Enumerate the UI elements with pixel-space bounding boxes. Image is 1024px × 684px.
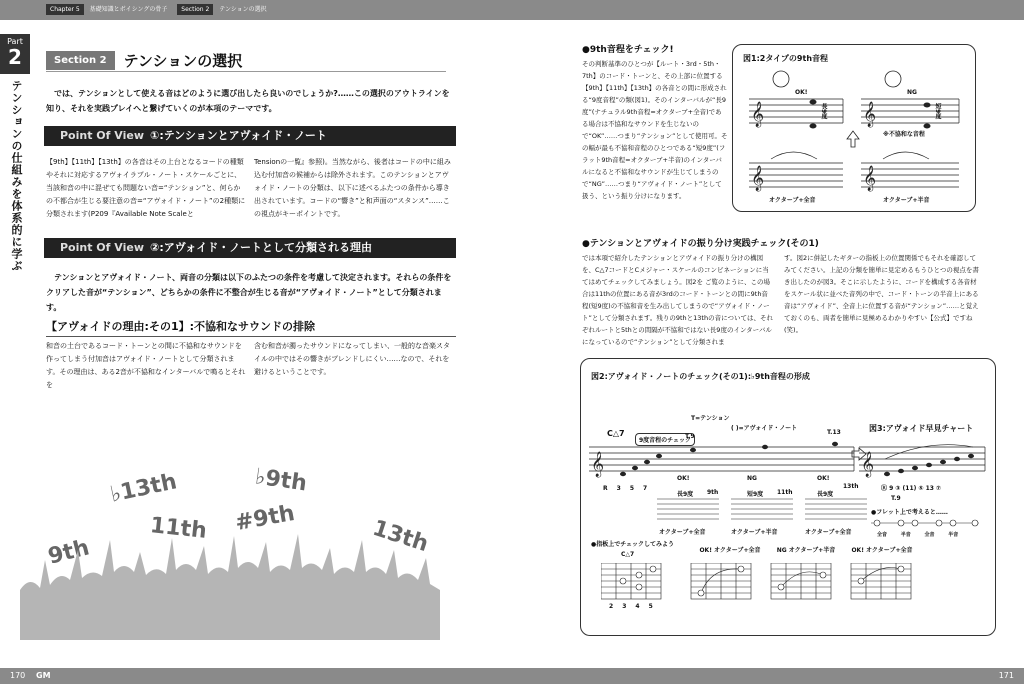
- word-9th: 9th: [45, 535, 92, 570]
- fig2-num-9th: 9th: [707, 489, 719, 496]
- pov2-tag: Point Of View: [60, 241, 144, 254]
- pov2-paragraph: テンションとアヴォイド・ノート、両音の分類は以下のふたつの条件を考慮して決定されます。それらの条件をクリアした音が“テンション”、どちらかの条件に不整合が生じる音が“アヴォイド・ノート”として分類されます。: [46, 273, 452, 312]
- fig2-interval-3: 長9度: [817, 491, 834, 498]
- reason-col2: 含む和音が濁ったサウンドになってしまい、一般的な音楽スタイルの中ではその響きがブレンドしにくい……なので、それを避けるということです。: [254, 342, 450, 376]
- svg-text:𝄞: 𝄞: [861, 452, 875, 477]
- heading-practice-check: ●テンションとアヴォイドの振り分け実践チェック(その1): [582, 239, 819, 249]
- fretboard-label-3: OK! オクターブ+全音: [851, 547, 913, 554]
- fig2-title: 図2:アヴォイド・ノートのチェック(その1):♭9th音程の形成: [591, 372, 810, 381]
- fret-numbers: [609, 603, 662, 610]
- part-label: Part: [7, 37, 23, 46]
- side-title: テンションの仕組みを体系的に学ぶ: [10, 80, 23, 272]
- fig2-interval-1: 長9度: [677, 491, 694, 498]
- fig2-sub-staves: [657, 495, 871, 523]
- fig2-num-13th: 13th: [843, 483, 859, 490]
- figure-1: [732, 44, 976, 212]
- fig1-ng-interval: 短9度: [934, 103, 941, 120]
- chapter-title: 基礎知識とボイシングの骨子: [89, 6, 168, 13]
- fig2-caption-1: オクターブ+全音: [659, 529, 706, 536]
- fig3-note: ●フレット上で考えると……: [871, 509, 948, 516]
- figure-2: [580, 358, 996, 636]
- step-2: 半音: [900, 532, 911, 538]
- fig1-ng-label: NG: [907, 89, 917, 96]
- section-heading: [46, 50, 446, 72]
- svg-text:𝄞: 𝄞: [751, 166, 765, 191]
- word-flat13: ♭13th: [108, 469, 180, 508]
- fig3-degrees: Ⓡ 9 ③ (11) ⑤ 13 ⑦: [881, 485, 942, 492]
- fig2-interval-2: 短9度: [747, 491, 764, 498]
- paragraph-9th-check: その判断基準のひとつが【ルート・3rd・5th・7th】のコード・トーンと、その上部に位置する【9th】【11th】【13th】の各音との間に形成される“9度音程”の類(図1)。そのインターバルが“長9度”(ナチュラル9th音程=オクターブ+全音)である場合は不協和なサウンドを生じないので“OK”……つまり“テンション”として使用可。その幅が最も不協和音程のひとつである“短9度”(フラット9th音程=オクターブ+半音)のインターバルになると不協和なサウンドが生じてしまうので“NG”……つまり“アヴォイド・ノート”として扱う、という振り分けになります。: [582, 60, 728, 200]
- pov1-col2: Tensionの一覧』参照)。当然ながら、後者はコードの中に組み込む付加音の候補からは除外されます。このテンションとアヴォイド・ノートの分類は、以下に述べるふたつの条件から導き出されています。コードの“響き”と和声面の“スタンス”……この視点がキーポイントです。: [254, 158, 451, 218]
- fretboard-label-2: NG オクターブ+半音: [776, 547, 836, 554]
- fig2-ng: NG: [747, 475, 757, 482]
- practice-col1: では本項で紹介したテンションとアヴォイドの振り分けの構図を、C△7コードとCメジャー・スケールのコンビネーションに当てはめてチェックしてみましょう。図2を ご覧のように、この場合は11thの位置にある音が3rdのコード・トーンとの間に9th音程(短9度)の不協和音を生み出してしまうので“アヴォイド・ノート”として分類されます。残りの9thと13thの音については、それぞれルートと5thとの間隔が不協和ではない長9度のインターバルになっているので“テンション”として分類されま: [582, 254, 773, 346]
- section-heading-chip: Section 2: [46, 51, 115, 70]
- fig2-num-11th: 11th: [777, 489, 793, 496]
- fig2-ok2: OK!: [817, 475, 830, 482]
- tone-3: 3: [616, 485, 630, 492]
- svg-text:𝄞: 𝄞: [863, 166, 877, 191]
- footer-bar-right: [512, 668, 1024, 684]
- fig3-staff: [859, 439, 989, 479]
- svg-text:𝄞: 𝄞: [591, 452, 605, 477]
- word-13th: 13th: [369, 515, 432, 558]
- lead-paragraph: では、テンションとして使える音はどのように選び出したら良いのでしょうか?……この選択のアウトラインを知り、それを実践プレイへと繋げていくのが本項のテーマです。: [46, 89, 450, 113]
- brand-logo: GM: [36, 671, 51, 680]
- reason-col1: 和音の土台であるコード・トーンとの間に不協和なサウンドを作ってしまう付加音はアヴォイド・ノートとして分類されます。その理由は、ある2音が不協和なインターバルで鳴るとそれを: [46, 342, 246, 389]
- fig2-tones: [603, 485, 656, 492]
- right-page: [512, 0, 1024, 684]
- fig1-ng-note: ※不協和な音程: [883, 131, 925, 138]
- fig1-title: 図1:2タイプの9th音程: [743, 54, 829, 63]
- pov2-title: ②:アヴォイド・ノートとして分類される理由: [150, 241, 372, 254]
- fig2-t13: T.13: [827, 429, 841, 436]
- part-number: 2: [8, 45, 22, 69]
- fig1-ok-interval: 長9度: [820, 103, 827, 120]
- svg-text:𝄞: 𝄞: [751, 102, 765, 127]
- practice-col2: す。図2に併記したギターの指板上の位置関係でもそれを確認してみてください。上記の分類を簡単に見定めるもうひとつの視点を書き出したのが図3。そこに示したように、コードを構成する各音材をスケール状に並べた音列の中で、コード・トーンの半音上にある音は“アヴォイド”、全音上に位置する音が“テンション”……と覚えておくのも、両者を簡単に見極めるわかりやすい【公式】ですね(笑)。: [784, 254, 979, 334]
- step-4: 半音: [948, 532, 959, 538]
- reason-heading: 【アヴォイドの理由:その1】:不協和なサウンドの排除: [46, 318, 456, 337]
- fig3-steps: [877, 531, 958, 538]
- step-3: 全音: [924, 532, 935, 538]
- arrow-icon: [851, 447, 867, 461]
- part-tab: [0, 34, 30, 74]
- fret-4: 4: [635, 603, 649, 610]
- pov2-heading: [44, 238, 456, 258]
- fretboard-chord: C△7: [621, 551, 635, 558]
- tone-r: R: [603, 485, 617, 492]
- fig1-ng-caption: オクターブ+半音: [883, 197, 930, 204]
- fig3-fretline: [871, 517, 981, 529]
- heading-9th-check: ●9th音程をチェック!: [582, 45, 674, 55]
- step-1: 全音: [877, 532, 888, 538]
- fret-2: 2: [609, 603, 623, 610]
- footer-bar: [0, 668, 512, 684]
- page-number-left: 170: [10, 671, 26, 680]
- section-chip: Section 2: [177, 4, 213, 15]
- fig2-bubble: 9度音程のチェック: [635, 433, 695, 446]
- word-flat9: ♭9th: [253, 464, 309, 497]
- crowd-silhouette: [20, 480, 440, 640]
- svg-text:𝄞: 𝄞: [863, 102, 877, 127]
- fig3-t9: T.9: [891, 495, 901, 502]
- fret-3: 3: [622, 603, 636, 610]
- page-number-right: 171: [998, 671, 1014, 680]
- breadcrumb: [46, 4, 267, 15]
- pov1-title: ①:テンションとアヴォイド・ノート: [150, 129, 327, 142]
- fig1-ok-caption: オクターブ+全音: [769, 197, 816, 204]
- fig2-legend-a: ( )=アヴォイド・ノート: [731, 425, 798, 432]
- header-bar-right: [512, 0, 1024, 20]
- header-bar: [0, 0, 512, 20]
- section-title: テンションの選択: [219, 6, 267, 13]
- fig3-title: 図3:アヴォイド早見チャート: [869, 424, 974, 433]
- fig2-caption-3: オクターブ+全音: [805, 529, 852, 536]
- fretboard-label-1: OK! オクターブ+全音: [699, 547, 761, 554]
- fig2-t9: T.9: [685, 433, 695, 440]
- word-sharp9: #9th: [233, 500, 297, 537]
- tone-7: 7: [643, 485, 657, 492]
- fret-5: 5: [648, 603, 662, 610]
- fig2-legend-t: T=テンション: [691, 415, 730, 422]
- fig1-ok-label: OK!: [795, 89, 808, 96]
- fig2-chord: C△7: [607, 429, 625, 438]
- tone-5: 5: [629, 485, 643, 492]
- pov1-tag: Point Of View: [60, 129, 144, 142]
- section-heading-title: テンションの選択: [123, 52, 243, 70]
- word-11th: 11th: [148, 513, 208, 544]
- fig2-ok1: OK!: [677, 475, 690, 482]
- fretboard-title: ●指板上でチェックしてみよう: [591, 541, 675, 548]
- pov1-heading: [44, 126, 456, 146]
- chapter-chip: Chapter 5: [46, 4, 84, 15]
- fig2-caption-2: オクターブ+半音: [731, 529, 778, 536]
- pov1-col1: 【9th】【11th】【13th】の各音はその上台となるコードの種類やそれに対応するアヴォイラブル・ノート・スケールごとに、当該和音の中に混ぜても問題ない音=“テンション”と、何らかの不都合が生じる要注意の音=“アヴォイド・ノート”の2種類に分類されます(P209『Available Note Scaleと: [46, 158, 246, 218]
- fig1-notation: [733, 67, 977, 211]
